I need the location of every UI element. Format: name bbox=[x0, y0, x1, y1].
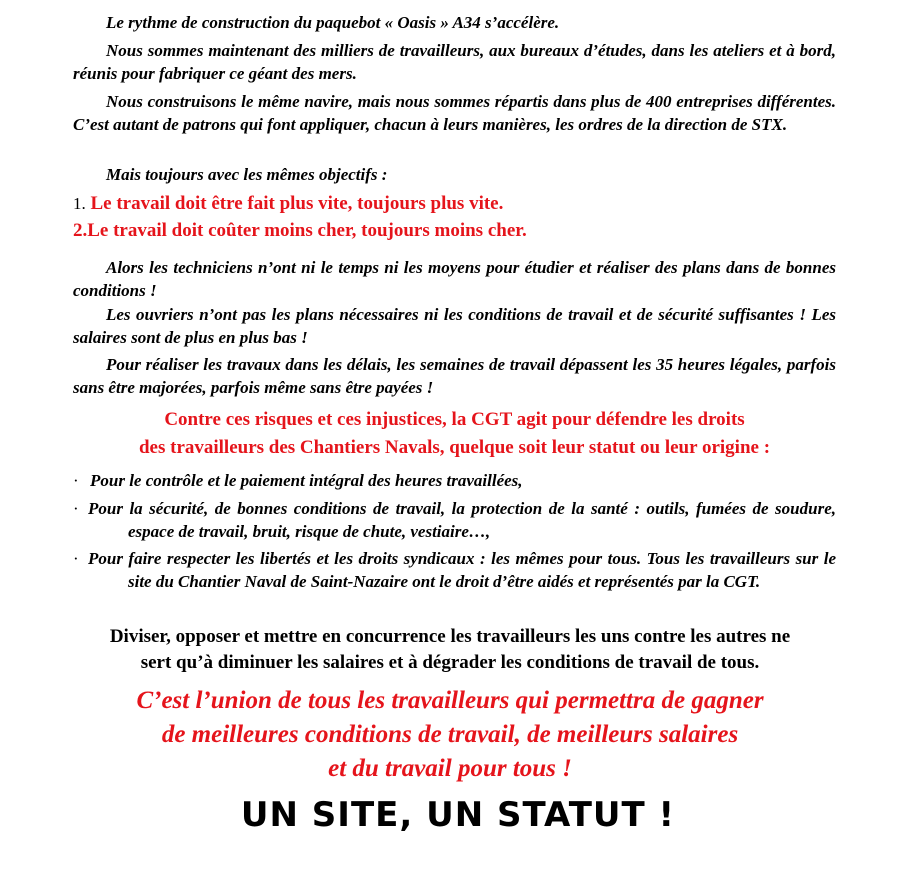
warning-line-1: Diviser, opposer et mettre en concurrence les travailleurs les uns contre les autres ne bbox=[109, 626, 791, 647]
consequence-paragraph-2: Les ouvriers n’ont pas les plans nécessaires ni les conditions de travail et de sécurité suffisantes ! Les salaires sont de plus en plus bas ! bbox=[73, 305, 836, 347]
bullet-text-1: Pour le contrôle et le paiement intégral des heures travaillées, bbox=[90, 471, 523, 490]
bullet-item-1 bbox=[73, 469, 836, 492]
bullet-marker-3: · bbox=[73, 549, 79, 568]
union-call-line-2: de meilleures conditions de travail, de meilleurs salaires bbox=[161, 721, 739, 748]
union-call-line-3: et du travail pour tous ! bbox=[328, 755, 572, 782]
intro-paragraph-4: Mais toujours avec les mêmes objectifs : bbox=[106, 165, 388, 184]
slogan-headline: UN SITE, UN STATUT ! bbox=[240, 795, 676, 835]
objective-2-text: Le travail doit coûter moins cher, toujours moins cher. bbox=[87, 220, 527, 241]
bullet-text-2: Pour la sécurité, de bonnes conditions de travail, la protection de la santé : outils, fumées de soudure, espace de travail, bruit, risque de chute, vestiaire…, bbox=[88, 499, 836, 541]
bullet-text-3: Pour faire respecter les libertés et les droits syndicaux : les mêmes pour tous. Tous les travailleurs sur le site du Chantier Naval de Saint-Nazaire ont le droit d’être aidés et représentés par la CGT. bbox=[88, 549, 836, 591]
intro-paragraph-3: Nous construisons le même navire, mais nous sommes répartis dans plus de 400 entreprises différentes. C’est autant de patrons qui font appliquer, chacun à leurs manières, les ordres de la direction de STX. bbox=[73, 92, 836, 134]
objective-1-text: Le travail doit être fait plus vite, toujours plus vite. bbox=[90, 193, 504, 214]
objective-1 bbox=[73, 191, 503, 217]
bullet-marker-1: · bbox=[73, 471, 79, 490]
consequence-paragraph-3: Pour réaliser les travaux dans les délais, les semaines de travail dépassent les 35 heures légales, parfois sans être majorées, parfois même sans être payées ! bbox=[73, 355, 836, 397]
intro-paragraph-1: Le rythme de construction du paquebot « Oasis » A34 s’accélère. bbox=[106, 13, 560, 32]
intro-paragraph-2: Nous sommes maintenant des milliers de travailleurs, aux bureaux d’études, dans les ateliers et à bord, réunis pour fabriquer ce géant des mers. bbox=[73, 41, 836, 83]
objective-2 bbox=[73, 218, 527, 244]
bullet-item-2 bbox=[73, 497, 836, 543]
bullet-marker-2: · bbox=[73, 499, 79, 518]
cgt-statement-line-1: Contre ces risques et ces injustices, la CGT agit pour défendre les droits bbox=[164, 409, 745, 430]
objective-2-number: 2. bbox=[73, 220, 88, 241]
warning-line-2: sert qu’à diminuer les salaires et à dégrader les conditions de travail de tous. bbox=[140, 652, 760, 673]
objective-1-number: 1. bbox=[73, 194, 86, 213]
consequence-paragraph-1: Alors les techniciens n’ont ni le temps ni les moyens pour étudier et réaliser des plans dans de bonnes conditions ! bbox=[73, 258, 836, 300]
cgt-statement-line-2: des travailleurs des Chantiers Navals, quelque soit leur statut ou leur origine : bbox=[138, 437, 771, 458]
bullet-item-3 bbox=[73, 547, 836, 593]
union-call-line-1: C’est l’union de tous les travailleurs qui permettra de gagner bbox=[136, 687, 764, 714]
